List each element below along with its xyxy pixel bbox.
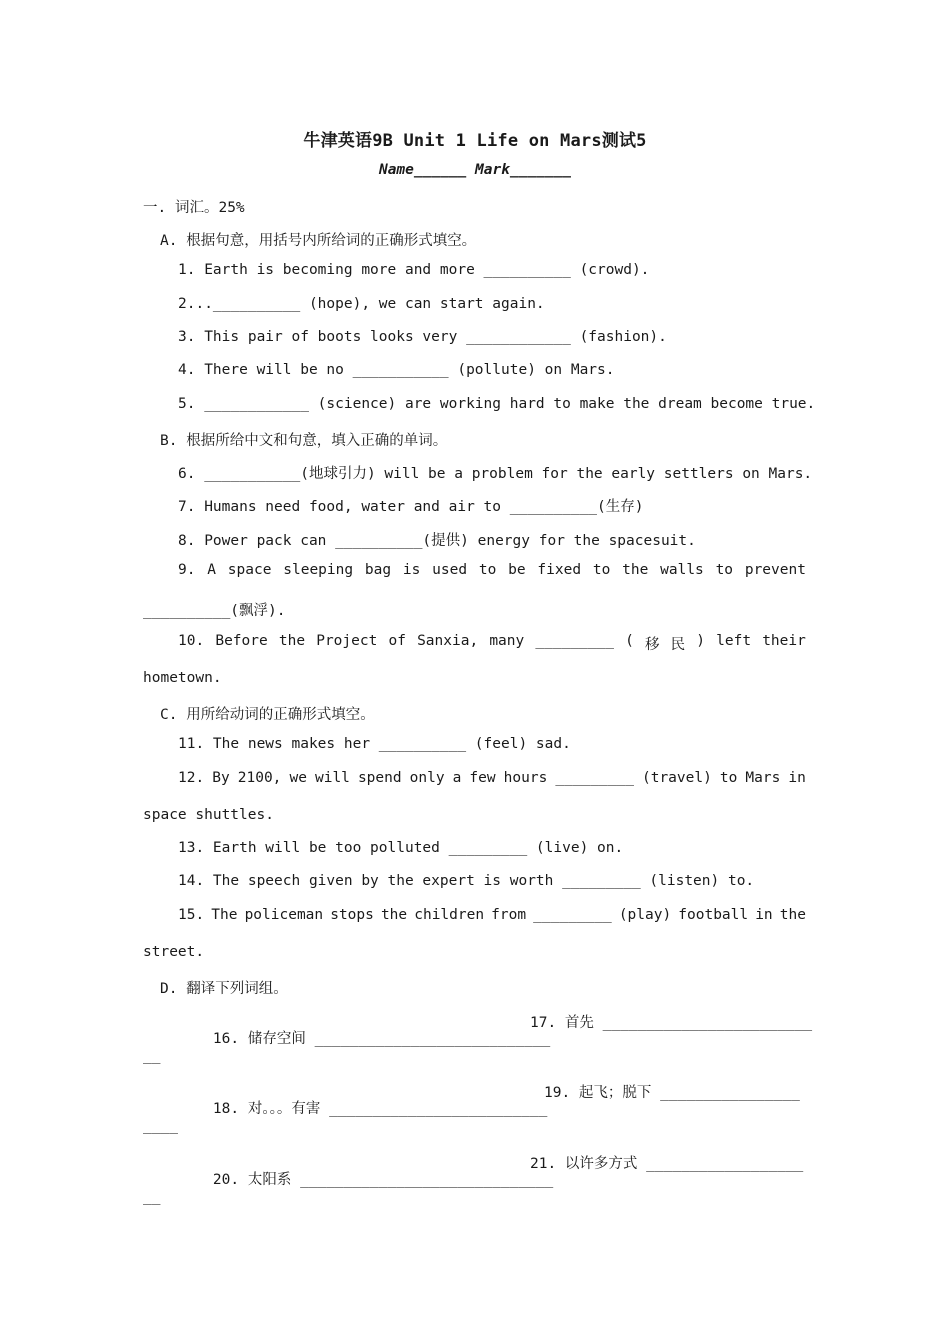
name-mark-fields: Name______ Mark_______ xyxy=(378,162,572,178)
word: few xyxy=(469,770,496,786)
question-12 xyxy=(178,770,806,786)
word: left xyxy=(716,633,752,649)
word: walls xyxy=(660,562,704,578)
word: _________ xyxy=(555,770,634,786)
word: is xyxy=(402,562,421,578)
question-11: 11. The news makes her __________ (feel) sad. xyxy=(178,736,571,752)
word: (play) xyxy=(618,907,672,923)
question-16: 16. 储存空间 ___________________________ xyxy=(212,1031,551,1047)
word: to xyxy=(478,562,497,578)
word: 15. xyxy=(178,907,205,923)
question-7: 7. Humans need food, water and air to __________(生存) xyxy=(178,499,644,515)
word: 10. xyxy=(178,633,205,649)
word: prevent xyxy=(744,562,806,578)
question-6: 6. ___________(地球引力) will be a problem for the early settlers on Mars. xyxy=(178,466,813,482)
word: space xyxy=(227,562,272,578)
word: in xyxy=(788,770,806,786)
word: the xyxy=(779,907,806,923)
word: to xyxy=(592,562,611,578)
word: By xyxy=(212,770,230,786)
question-5: 5. ____________ (science) are working hard to make the dream become true. xyxy=(178,396,816,412)
part-a-instruction: A. 根据句意，用括号内所给词的正确形式填空。 xyxy=(160,233,477,249)
question-15-continuation: street. xyxy=(143,944,205,960)
translation-row-1 xyxy=(178,1011,813,1080)
word: 2100, xyxy=(237,770,282,786)
word: to xyxy=(719,770,738,786)
word: Sanxia, xyxy=(417,633,479,649)
word: policeman xyxy=(244,907,324,923)
question-15 xyxy=(178,907,806,923)
part-b-instruction: B. 根据所给中文和句意，填入正确的单词。 xyxy=(160,433,448,449)
word: A xyxy=(207,562,216,578)
word: will xyxy=(314,770,350,786)
word: The xyxy=(211,907,238,923)
word: 移 xyxy=(644,637,660,653)
word: Before xyxy=(215,633,268,649)
word: Project xyxy=(316,633,378,649)
page-title: 牛津英语9B Unit 1 Life on Mars测试5 xyxy=(303,131,647,151)
question-8: 8. Power pack can __________(提供) energy for the spacesuit. xyxy=(178,533,696,549)
word: many xyxy=(489,633,525,649)
word: to xyxy=(715,562,734,578)
word: their xyxy=(762,633,806,649)
word: the xyxy=(278,633,306,649)
word: 民 xyxy=(670,637,686,653)
word: in xyxy=(755,907,773,923)
word: hours xyxy=(503,770,548,786)
word: ( xyxy=(625,633,634,649)
word: Mars xyxy=(745,770,781,786)
question-19: 19. 起飞；脱下 ________________ xyxy=(544,1085,800,1101)
answer-line-continuation: ____ xyxy=(143,1118,178,1134)
question-14: 14. The speech given by the expert is worth _________ (listen) to. xyxy=(178,873,755,889)
section-heading: 一. 词汇。25% xyxy=(143,200,245,216)
question-13: 13. Earth will be too polluted _________ (live) on. xyxy=(178,840,624,856)
word: ) xyxy=(696,633,705,649)
word: spend xyxy=(357,770,402,786)
word: _________ xyxy=(535,633,614,649)
word: bag xyxy=(364,562,392,578)
question-18: 18. 对。。。有害 _________________________ xyxy=(212,1101,548,1117)
translation-row-3 xyxy=(178,1152,806,1221)
word: of xyxy=(388,633,406,649)
word: stops xyxy=(330,907,374,923)
question-3: 3. This pair of boots looks very ____________ (fashion). xyxy=(178,329,667,345)
word: 12. xyxy=(178,770,205,786)
question-21: 21. 以许多方式 __________________ xyxy=(530,1156,804,1172)
word: sleeping xyxy=(283,562,354,578)
word: only xyxy=(409,770,445,786)
answer-line-continuation: __ xyxy=(143,1189,161,1205)
word: _________ xyxy=(533,907,612,923)
part-c-instruction: C. 用所给动词的正确形式填空。 xyxy=(160,707,375,723)
question-1: 1. Earth is becoming more and more __________ (crowd). xyxy=(178,262,650,278)
question-2: 2...__________ (hope), we can start again. xyxy=(178,296,545,312)
word: we xyxy=(289,770,307,786)
word: from xyxy=(491,907,527,923)
question-9 xyxy=(178,562,806,578)
word: a xyxy=(452,770,462,786)
word: the xyxy=(380,907,408,923)
question-12-continuation: space shuttles. xyxy=(143,807,274,823)
word: be xyxy=(508,562,526,578)
question-10-continuation: hometown. xyxy=(143,670,222,686)
question-10 xyxy=(178,633,806,654)
question-17: 17. 首先 ________________________ xyxy=(530,1015,813,1031)
word: fixed xyxy=(537,562,582,578)
answer-line-continuation: __ xyxy=(143,1048,161,1064)
word: football xyxy=(678,907,749,923)
word: used xyxy=(432,562,468,578)
question-4: 4. There will be no ___________ (pollute) on Mars. xyxy=(178,362,615,378)
word: 9. xyxy=(178,562,196,578)
word: the xyxy=(622,562,649,578)
word: (travel) xyxy=(641,770,712,786)
question-9-continuation: __________(飘浮). xyxy=(143,603,286,619)
word: children xyxy=(414,907,485,923)
part-d-instruction: D. 翻译下列词组。 xyxy=(160,981,288,997)
translation-row-2 xyxy=(178,1081,806,1150)
question-20: 20. 太阳系 _____________________________ xyxy=(212,1172,554,1188)
